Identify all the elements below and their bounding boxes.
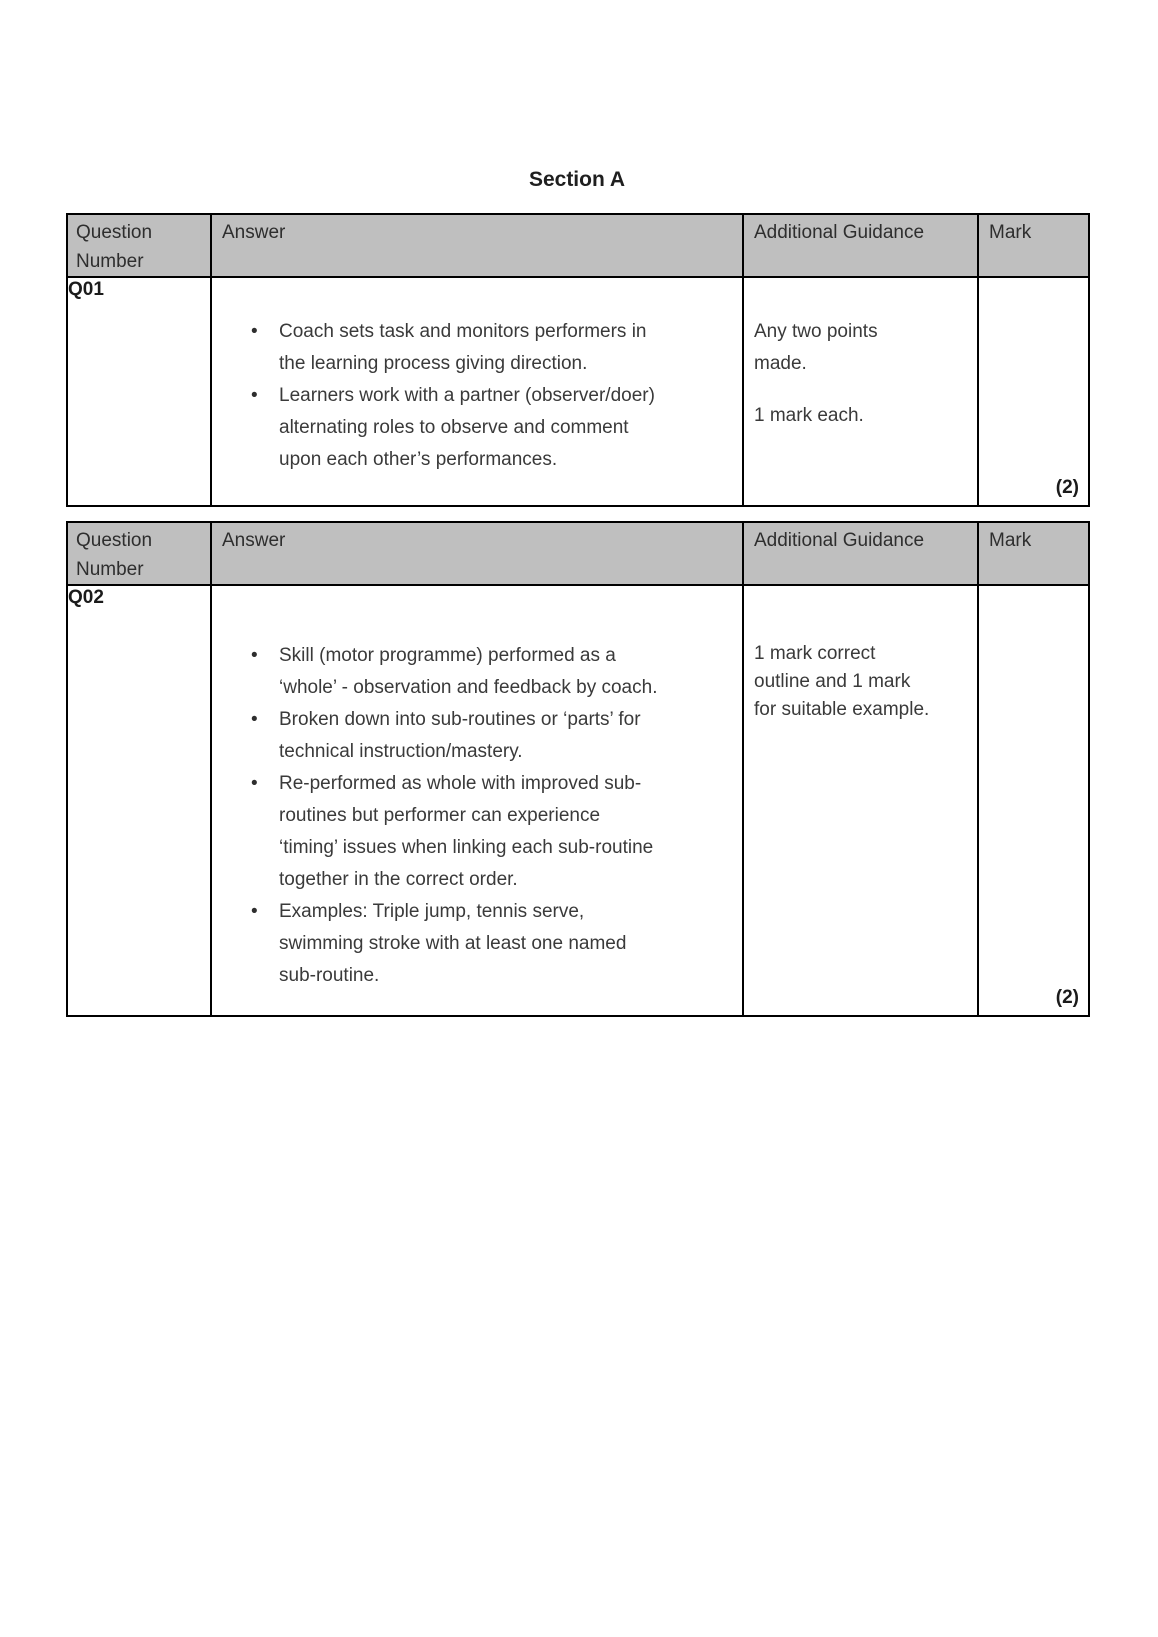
header-mark: Mark — [978, 214, 1089, 277]
header-question-number: Question Number — [67, 522, 211, 585]
header-mark: Mark — [978, 522, 1089, 585]
guidance-paragraph: Any two points made. — [754, 321, 878, 374]
answer-bullet-item: • Re-performed as whole with improved sub-routines but performer can experience ‘timing’ issues when linking each sub-routine together in the correct order. — [249, 768, 742, 896]
answer-bullet-item: • Coach sets task and monitors performers in the learning process giving direction. — [249, 316, 742, 380]
header-answer: Answer — [211, 214, 743, 277]
header-answer: Answer — [211, 522, 743, 585]
answer-cell — [211, 585, 743, 1016]
answer-bullet-item: • Skill (motor programme) performed as a ‘whole’ - observation and feedback by coach. — [249, 640, 742, 704]
header-question-number: Question Number — [67, 214, 211, 277]
question-number-cell — [67, 277, 211, 506]
answer-bullet-list — [212, 640, 742, 992]
answer-cell — [211, 277, 743, 506]
answer-bullet-list — [212, 316, 742, 476]
answer-bullet-item: • Broken down into sub-routines or ‘parts’ for technical instruction/mastery. — [249, 704, 742, 768]
question-table-q01 — [66, 213, 1090, 507]
table-header-row — [67, 214, 1089, 277]
guidance-text — [744, 586, 977, 724]
question-number: Q02 — [68, 587, 104, 608]
mark-value: (2) — [1055, 477, 1079, 498]
table-header-row — [67, 522, 1089, 585]
mark-cell — [978, 585, 1089, 1016]
mark-value: (2) — [1055, 987, 1079, 1008]
mark-cell — [978, 277, 1089, 506]
guidance-cell — [743, 277, 978, 506]
question-number: Q01 — [68, 279, 104, 300]
table-body-row — [67, 277, 1089, 506]
section-title: Section A — [528, 168, 626, 191]
answer-bullet-item: • Learners work with a partner (observer/doer) alternating roles to observe and comment upon each other’s performances. — [249, 380, 742, 476]
answer-bullet-item: • Examples: Triple jump, tennis serve, swimming stroke with at least one named sub-routine. — [249, 896, 742, 992]
table-body-row — [67, 585, 1089, 1016]
guidance-paragraph: 1 mark correct outline and 1 mark for suitable example. — [754, 643, 930, 720]
header-additional-guidance: Additional Guidance — [743, 522, 978, 585]
guidance-text — [744, 278, 977, 432]
guidance-cell — [743, 585, 978, 1016]
header-additional-guidance: Additional Guidance — [743, 214, 978, 277]
question-number-cell — [67, 585, 211, 1016]
question-table-q02 — [66, 521, 1090, 1017]
guidance-paragraph: 1 mark each. — [754, 405, 864, 426]
